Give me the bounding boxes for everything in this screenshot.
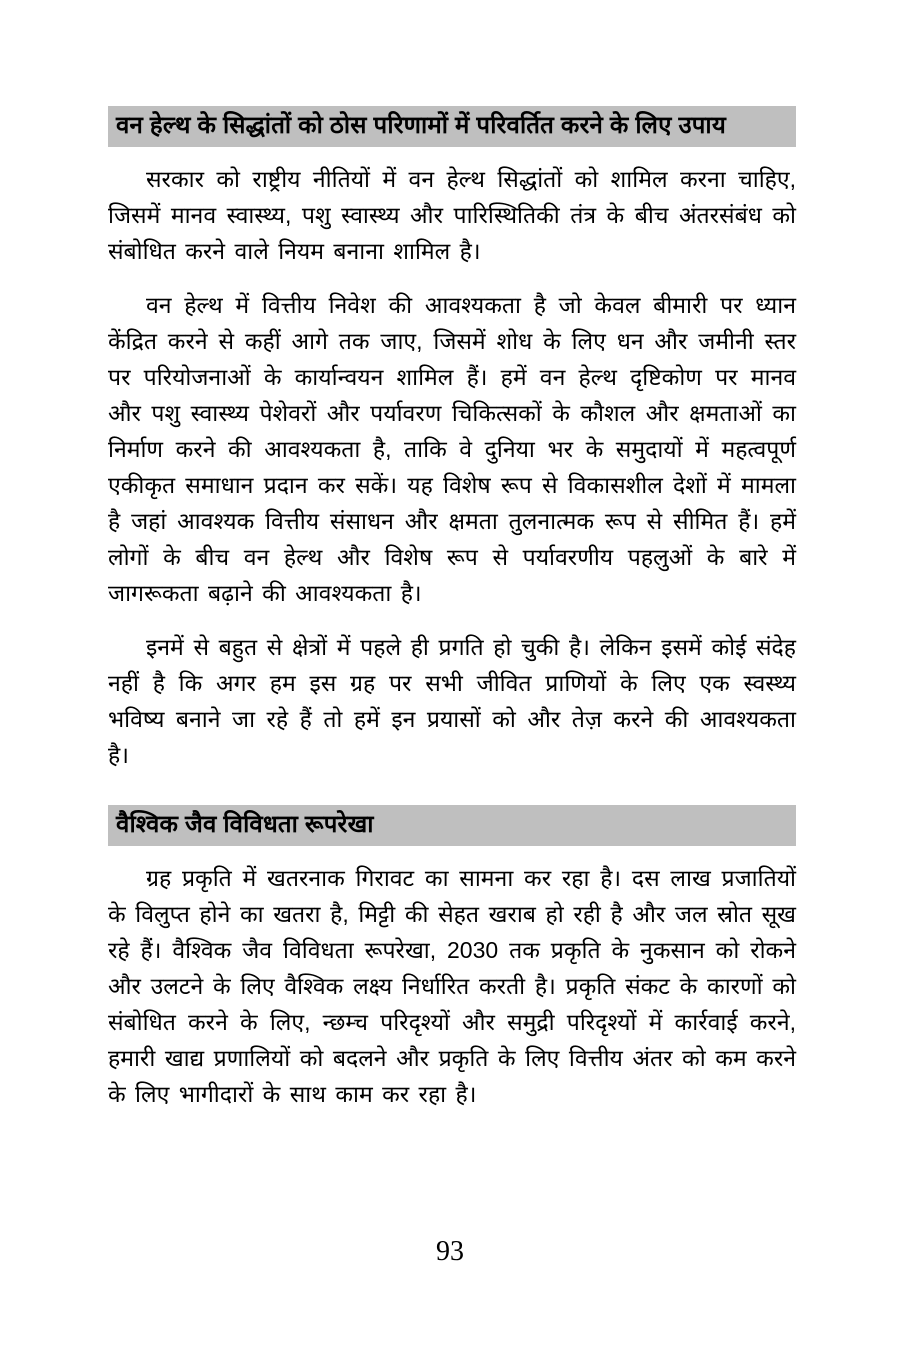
section-heading-global-biodiversity-framework: वैश्विक जैव विविधता रूपरेखा bbox=[108, 805, 796, 846]
section-heading-one-health-measures: वन हेल्थ के सिद्धांतों को ठोस परिणामों में परिवर्तित करने के लिए उपाय bbox=[108, 106, 796, 147]
text-content bbox=[108, 106, 796, 1130]
body-paragraph: सरकार को राष्ट्रीय नीतियों में वन हेल्थ सिद्धांतों को शामिल करना चाहिए, जिसमें मानव स्वास्थ्य, पशु स्वास्थ्य और पारिस्थितिकी तंत्र के बीच अंतरसंबंध को संबोधित करने वाले नियम बनाना शामिल है। bbox=[108, 166, 796, 265]
body-paragraph: ग्रह प्रकृति में खतरनाक गिरावट का सामना कर रहा है। दस लाख प्रजातियों के विलुप्त होने का खतरा है, मिट्टी की सेहत खराब हो रही है और जल स्रोत सूख रहे हैं। वैश्विक जैव विविधता रूपरेखा, 2030 तक प्रकृति के नुकसान को रोकने और उलटने के लिए वैश्विक लक्ष्य निर्धारित करती है। प्रकृति संकट के कारणों को संबोधित करने के लिए, न्छम्च परिदृश्यों और समुद्री परिदृश्यों में कार्रवाई करने, हमारी खाद्य प्रणालियों को बदलने और प्रकृति के लिए वित्तीय अंतर को कम करने के लिए भागीदारों के साथ काम कर रहा है। bbox=[108, 865, 796, 1108]
page-number: 93 bbox=[436, 1236, 464, 1267]
body-paragraph: इनमें से बहुत से क्षेत्रों में पहले ही प्रगति हो चुकी है। लेकिन इसमें कोई संदेह नहीं है कि अगर हम इस ग्रह पर सभी जीवित प्राणियों के लिए एक स्वस्थ्य भविष्य बनाने जा रहे हैं तो हमें इन प्रयासों को और तेज़ करने की आवश्यकता है। bbox=[108, 634, 796, 769]
body-paragraph: वन हेल्थ में वित्तीय निवेश की आवश्यकता है जो केवल बीमारी पर ध्यान केंद्रित करने से कहीं आगे तक जाए, जिसमें शोध के लिए धन और जमीनी स्तर पर परियोजनाओं के कार्यान्वयन शामिल हैं। हमें वन हेल्थ दृष्टिकोण पर मानव और पशु स्वास्थ्य पेशेवरों और पर्यावरण चिकित्सकों के कौशल और क्षमताओं का निर्माण करने की आवश्यकता है, ताकि वे दुनिया भर के समुदायों में महत्वपूर्ण एकीकृत समाधान प्रदान कर सकें। यह विशेष रूप से विकासशील देशों में मामला है जहां आवश्यक वित्तीय संसाधन और क्षमता तुलनात्मक रूप से सीमित हैं। हमें लोगों के बीच वन हेल्थ और विशेष रूप से पर्यावरणीय पहलुओं के बारे में जागरूकता बढ़ाने की आवश्यकता है। bbox=[108, 292, 796, 607]
